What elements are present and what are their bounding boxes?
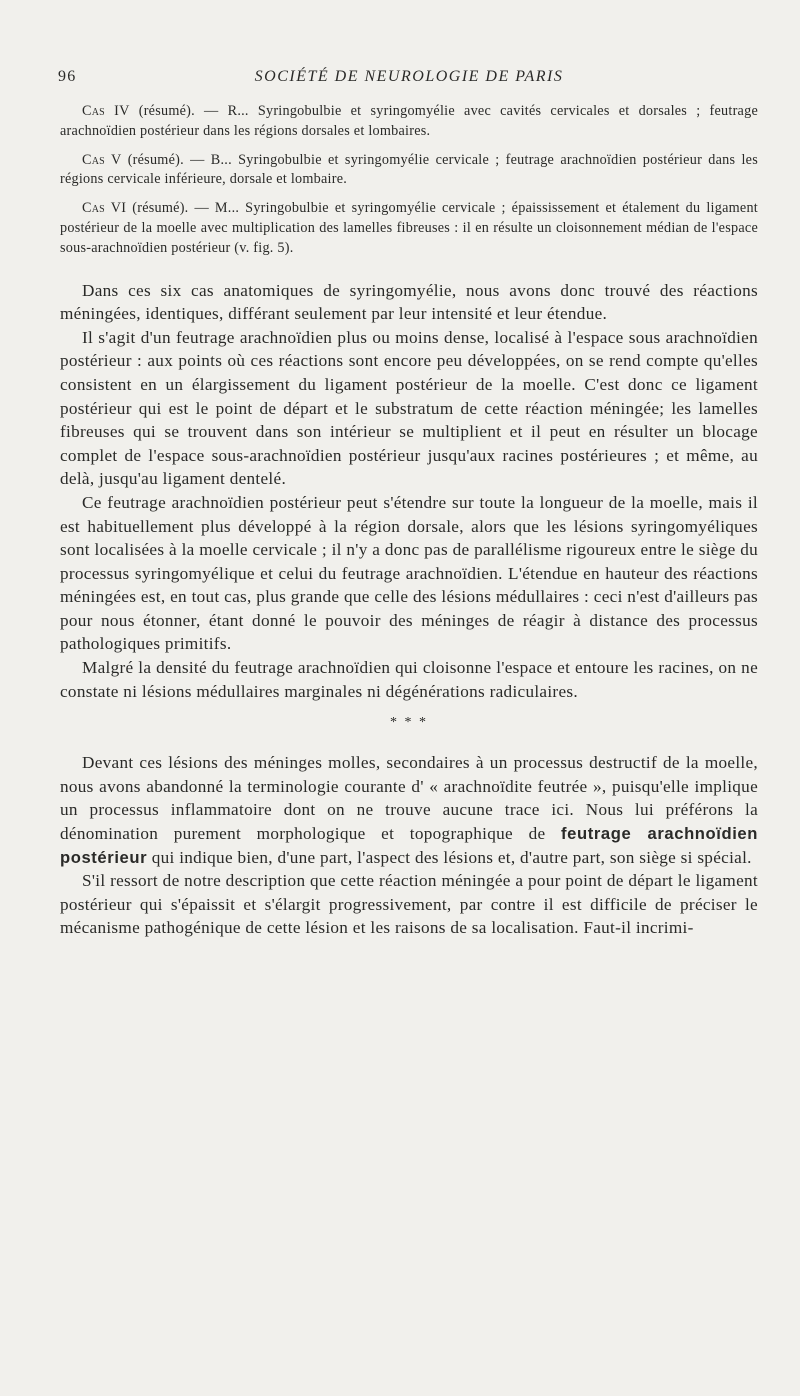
paragraph: Il s'agit d'un feutrage arachnoïdien plus ou moins dense, localisé à l'espace sous arachnoïdien postérieur : aux points où ces réactions sont encore peu développées, on se rend compte qu'elles consistent en un élargissement du ligament postérieur de la moelle. C'est donc ce ligament postérieur qui est le point de départ et le substratum de cette réaction méningée; les lamelles fibreuses qui se trouvent dans son intérieur se multiplient et il peut en résulter un blocage complet de l'espace sous-arachnoïdien postérieur jusqu'aux racines postérieures ; et même, au delà, jusqu'au ligament dentelé.	[60, 327, 758, 489]
paragraph-text: qui indique bien, d'une part, l'aspect des lésions et, d'autre part, son siège si spécial.	[147, 847, 752, 867]
page-number: 96	[58, 68, 77, 85]
paragraph: Ce feutrage arachnoïdien postérieur peut s'étendre sur toute la longueur de la moelle, mais il est habituellement plus développé à la région dorsale, alors que les lésions syringomyéliques sont localisées à la moelle cervicale ; il n'y a donc pas de parallélisme rigoureux entre le siège du processus syringomyélique et celui du feutrage arachnoïdien. L'étendue en hauteur des réactions méningées est, en tout cas, plus grande que celle des lésions médullaires : ceci n'est d'ailleurs pas pour nous étonner, étant donné le pouvoir des méninges de réagir à distance des processus pathologiques primitifs.	[60, 492, 758, 654]
page	[60, 68, 758, 940]
paragraph	[60, 751, 758, 869]
case-summary	[60, 102, 758, 142]
case-label: Cas VI	[82, 200, 127, 217]
paragraph: Malgré la densité du feutrage arachnoïdien qui cloisonne l'espace et entoure les racines, on ne constate ni lésions médullaires marginales ni dégénérations radiculaires.	[60, 658, 758, 701]
case-label: Cas IV	[82, 103, 130, 119]
running-title: SOCIÉTÉ DE NEUROLOGIE DE PARIS	[254, 68, 564, 85]
case-summaries	[60, 102, 758, 259]
page-header	[60, 68, 758, 90]
paragraph: Dans ces six cas anatomiques de syringomyélie, nous avons donc trouvé des réactions méningées, identiques, différant seulement par leur intensité et leur étendue.	[60, 280, 758, 324]
bold-term: feutrage arachnoïdien postérieur	[60, 824, 758, 867]
case-text: (résumé). — M... Syringobulbie et syringomyélie cervicale ; épaississement et étalement du ligament postérieur de la moelle avec multiplication des lamelles fibreuses : il en résulte un cloisonnement médian de l'espace sous-arachnoïdien postérieur (v. fig. 5).	[60, 200, 759, 256]
section-separator: * * *	[390, 715, 428, 731]
case-summary	[60, 151, 758, 191]
case-text: (résumé). — R... Syringobulbie et syringomyélie avec cavités cervicales et dorsales ; feutrage arachnoïdien postérieur dans les régions dorsales et lombaires.	[60, 103, 758, 139]
main-text	[60, 279, 758, 940]
case-label: Cas V	[82, 151, 122, 168]
paragraph: S'il ressort de notre description que cette réaction méningée a pour point de départ le ligament postérieur qui s'épaissit et s'élargit progressivement, par contre il est difficile de préciser le mécanisme pathogénique de cette lésion et les raisons de sa localisation. Faut-il incrimi-	[60, 871, 758, 938]
paragraph-text: Devant ces lésions des méninges molles, secondaires à un processus destructif de la moelle, nous avons abandonné la terminologie courante d' « arachnoïdite feutrée », puisqu'elle implique un processus inflammatoire dont on ne trouve aucune trace ici. Nous lui préférons la dénomination purement morphologique et topographique de	[60, 753, 758, 844]
case-summary	[60, 199, 758, 258]
case-text: (résumé). — B... Syringobulbie et syringomyélie cervicale ; feutrage arachnoïdien postérieur dans les régions cervicale inférieure, dorsale et lombaire.	[60, 151, 758, 188]
